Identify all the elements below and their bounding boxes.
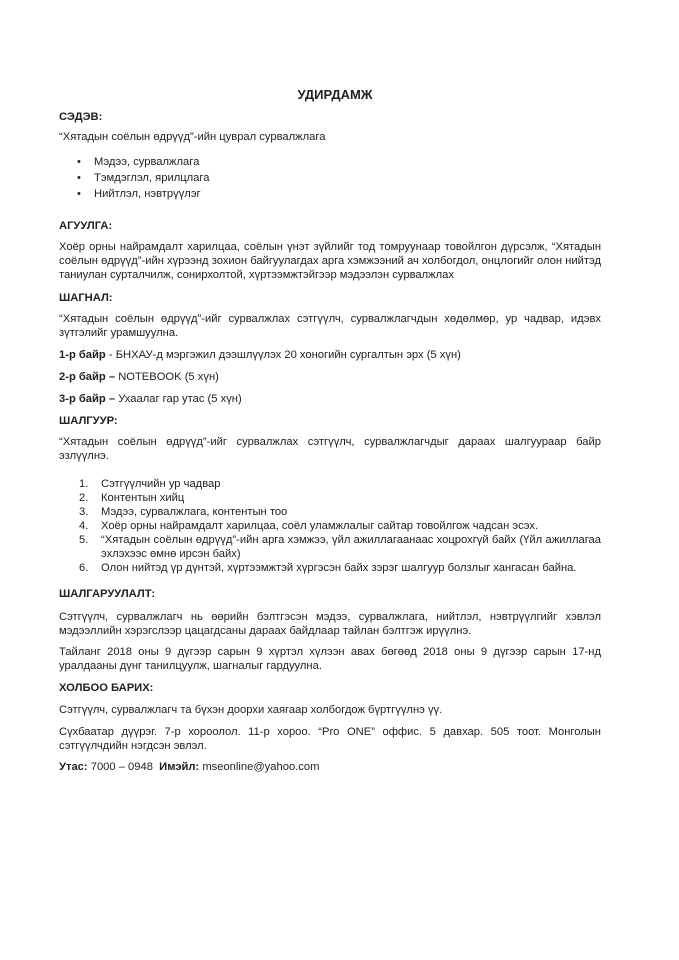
document-title: УДИРДАМЖ <box>297 87 373 102</box>
topic-heading: СЭДЭВ: <box>59 111 103 123</box>
award-text: “Хятадын соёлын өдрүүд”-ийг сурвалжлах сэтгүүлч, сурвалжлагчдын хөдөлмөр, ур чадвар, идэвх зүтгэлийг урамшуулна. <box>59 313 601 339</box>
award-place-2 <box>59 370 601 384</box>
list-text: Хоёр орны найрамдалт харилцаа, соёл уламжлалыг сайтар товойлгож чадсан эсэх. <box>101 520 539 532</box>
place-label: 1-р байр <box>59 349 106 361</box>
goal-heading: АГУУЛГА: <box>59 220 113 232</box>
place-prize: БНХАУ-д мэргэжил дээшлүүлэх 20 хоногийн сургалтын эрх (5 хүн) <box>115 349 461 361</box>
evaluation-heading: ШАЛГАРУУЛАЛТ: <box>59 588 156 600</box>
list-item <box>79 533 601 561</box>
list-item: • Тэмдэглэл, ярилцлага <box>94 171 601 185</box>
award-place-3 <box>59 392 601 406</box>
contact-heading: ХОЛБОО БАРИХ: <box>59 682 154 694</box>
list-item <box>79 477 601 491</box>
document-content <box>59 88 601 774</box>
criteria-list <box>59 477 601 575</box>
list-item <box>79 491 601 505</box>
criteria-heading: ШАЛГУУР: <box>59 415 118 427</box>
goal-text: Хоёр орны найрамдалт харилцаа, соёлын үнэт зүйлийг тод томруунаар товойлгон дүрсэлж, “Хятадын соёлын өдрүүд”-ийн хүрээнд зохион байгуулагдах арга хэмжээний ач холбогдол, онцлогийг олон нийтэд таниулан сурталчилж, сонирхолтой, хүртээмжтэйгээр мэдээлэн сурвалжлах <box>59 241 601 281</box>
list-number: 2. <box>79 492 89 504</box>
phone-label: Утас: <box>59 761 88 773</box>
list-item: • Мэдээ, сурвалжлага <box>94 155 601 169</box>
criteria-text: “Хятадын соёлын өдрүүд”-ийг сурвалжлах сэтгүүлч, сурвалжлагчдыг дараах шалгуураар байр эзлүүлнэ. <box>59 436 601 462</box>
list-text: Контентын хийц <box>101 492 185 504</box>
award-place-1 <box>59 348 601 362</box>
list-item <box>79 505 601 519</box>
place-label: 2-р байр – <box>59 371 116 383</box>
topic-text: “Хятадын соёлын өдрүүд”-ийн цуврал сурвалжлага <box>59 131 326 143</box>
list-text: Мэдээ, сурвалжлага, контентын тоо <box>101 506 288 518</box>
place-separator: - <box>105 349 116 361</box>
blank-area <box>0 822 679 960</box>
email-label: Имэйл: <box>159 761 200 773</box>
list-number: 5. <box>79 534 89 546</box>
list-text: “Хятадын соёлын өдрүүд”-ийн арга хэмжээ, үйл ажиллагаанаас хоцрохгүй байх (Үйл ажиллагаа эхлэхээс өмнө ирсэн байх) <box>101 534 601 560</box>
contact-paragraph: Сэтгүүлч, сурвалжлагч та бүхэн доорхи хаягаар холбогдож бүртгүүлнэ үү. <box>59 704 443 716</box>
phone-value: 7000 – 0948 <box>90 761 153 773</box>
evaluation-paragraph-1: Сэтгүүлч, сурвалжлагч нь өөрийн бэлтгэсэн мэдээ, сурвалжлага, нийтлэл, нэвтрүүлгийг хэвлэл мэдээллийн хэрэгслээр цацагдсаны дараах байдлаар тайлан бэлтгэж ирүүлнэ. <box>59 611 601 637</box>
place-prize: Ухаалаг гар утас (5 хүн) <box>118 393 242 405</box>
award-heading: ШАГНАЛ: <box>59 292 113 304</box>
email-value: mseonline@yahoo.com <box>202 761 320 773</box>
list-text: Сэтгүүлчийн ур чадвар <box>101 478 221 490</box>
list-text: Олон нийтэд үр дүнтэй, хүртээмжтэй хүргэсэн байх зэрэг шалгуур болзлыг хангасан байна. <box>101 562 577 574</box>
list-number: 4. <box>79 520 89 532</box>
list-number: 1. <box>79 478 89 490</box>
evaluation-paragraph-2: Тайланг 2018 оны 9 дүгээр сарын 9 хүртэл хүлээн авах бөгөөд 2018 оны 9 дүгээр сарын 17-нд уралдааны дүнг танилцуулж, шагналыг гардуулна. <box>59 646 601 672</box>
list-item <box>79 561 601 575</box>
list-number: 6. <box>79 562 89 574</box>
contact-line <box>59 760 601 774</box>
list-number: 3. <box>79 506 89 518</box>
list-item: • Нийтлэл, нэвтрүүлэг <box>94 187 601 201</box>
place-prize: NOTEBOOK (5 хүн) <box>118 371 219 383</box>
place-label: 3-р байр – <box>59 393 116 405</box>
contact-address: Сүхбаатар дүүрэг. 7-р хороолол. 11-р хороо. “Pro ONE” оффис. 5 давхар. 505 тоот. Монголын сэтгүүлчдийн нэгдсэн эвлэл. <box>59 726 601 752</box>
list-item <box>79 519 601 533</box>
topic-list <box>59 155 601 201</box>
